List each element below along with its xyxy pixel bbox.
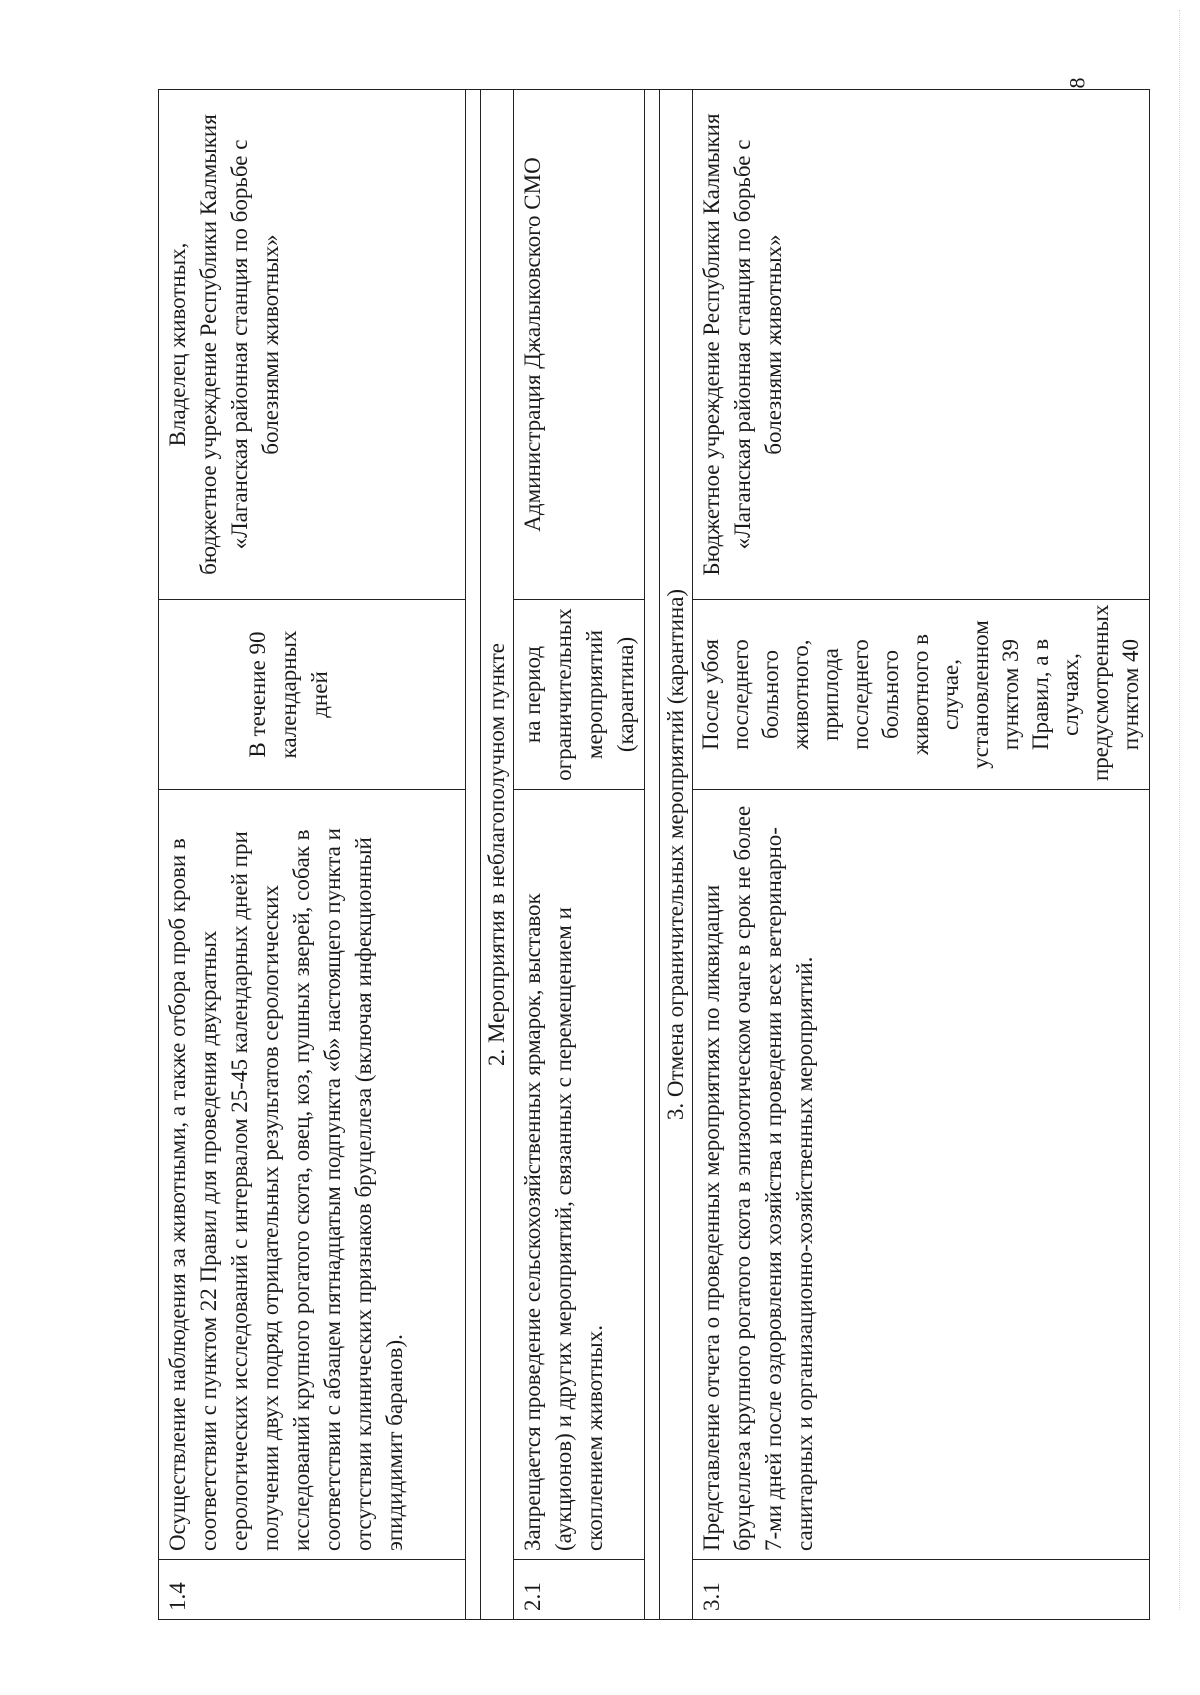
measure-responsible: Администрация Джалыковского СМО	[514, 90, 645, 600]
rotated-page-content	[158, 90, 1143, 1620]
responsible-line-1: Владелец животных,	[165, 242, 190, 447]
responsible-line-2: бюджетное учреждение Республики Калмыкия «Лаганская районная станция по борьбе с болезнями животных»	[196, 114, 283, 575]
section-3-title: 3. Отмена ограничительных мероприятий (карантина)	[660, 90, 693, 1620]
measure-description: Представление отчета о проведенных мероприятиях по ликвидации бруцеллеза крупного рогатого скота в эпизоотическом очаге в срок не более 7-ми дней после оздоровления хозяйства и проведении всех ветеринарно-санитарных и организационно-хозяйственных мероприятий.	[693, 790, 1150, 1560]
section-spacer	[645, 90, 660, 1620]
measure-description: Запрещается проведение сельскохозяйственных ярмарок, выставок (аукционов) и других мероприятий, связанных с перемещением и скоплением животных.	[514, 790, 645, 1560]
row-number: 2.1	[514, 1560, 645, 1620]
row-number: 1.4	[159, 1560, 466, 1620]
measure-responsible	[159, 90, 466, 600]
table-row	[159, 90, 466, 1620]
section-2-title: 2. Мероприятия в неблагополучном пункте	[481, 90, 514, 1620]
section-spacer	[466, 90, 481, 1620]
measure-responsible: Бюджетное учреждение Республики Калмыкия «Лаганская районная станция по борьбе с болезнями животных»	[693, 90, 1150, 600]
measure-description: Осуществление наблюдения за животными, а также отбора проб крови в соответствии с пунктом 22 Правил для проведения двукратных серологических исследований с интервалом 25-45 календарных дней при получении двух подряд отрицательных результатов серологических исследований крупного рогатого скота, овец, коз, пушных зверей, собак в соответствии с абзацем пятнадцатым подпункта «б» настоящего пункта и отсутствии клинических признаков бруцеллеза (включая инфекционный эпидидимит баранов).	[159, 790, 466, 1560]
scan-edge-specks	[1179, 10, 1186, 1610]
row-number: 3.1	[693, 1560, 1150, 1620]
term-text: В течение 90 календарных дней	[245, 630, 332, 759]
page-number: 8	[1064, 77, 1090, 89]
section-header	[660, 90, 693, 1620]
measure-term: После убоя последнего больного животного, приплода последнего больного животного в случае, установленном пунктом 39 Правил, а в случаях, предусмотренных пунктом 40	[693, 600, 1150, 790]
table-row	[514, 90, 645, 1620]
measure-term	[159, 600, 466, 790]
measure-term: на период ограничительных мероприятий (карантина)	[514, 600, 645, 790]
measures-table	[158, 89, 1150, 1620]
section-header	[481, 90, 514, 1620]
table-row	[693, 90, 1150, 1620]
